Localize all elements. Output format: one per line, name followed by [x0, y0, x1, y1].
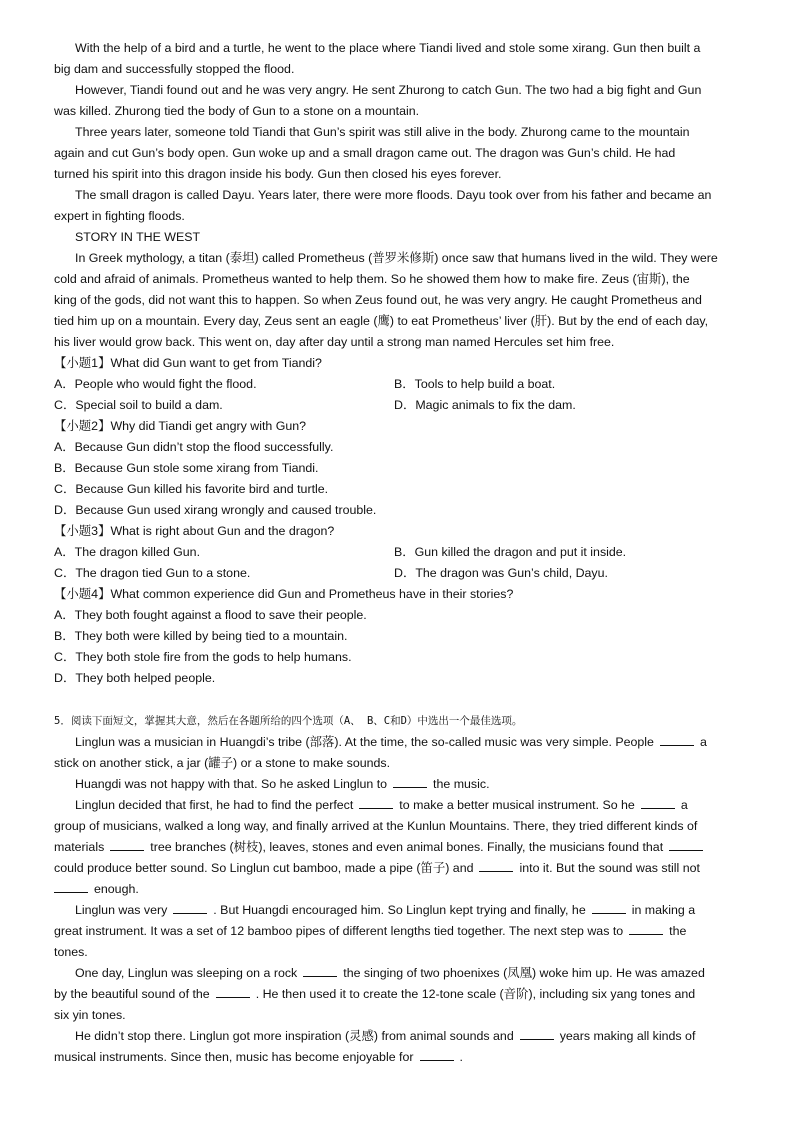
document-page — [54, 38, 744, 1068]
answer-blank[interactable] — [520, 1029, 554, 1040]
story-paragraph-line: With the help of a bird and a turtle, he went to the place where Tiandi lived and stole some xirang. Gun then built a — [75, 41, 701, 55]
answer-blank[interactable] — [359, 798, 393, 809]
story-paragraph-line: tied him up on a mountain. Every day, Zeus sent an eagle (鹰) to eat Prometheus’ liver (肝). But by the end of each day, — [54, 314, 709, 328]
cloze-text: could produce better sound. So Linglun cut bamboo, made a pipe (笛子) and — [54, 861, 474, 875]
section-title: STORY IN THE WEST — [75, 230, 201, 244]
cloze-text: Linglun was very — [75, 903, 168, 917]
answer-blank[interactable] — [629, 924, 663, 935]
story-paragraph-line: In Greek mythology, a titan (泰坦) called Prometheus (普罗米修斯) once saw that humans lived in the wild. They were — [75, 251, 718, 265]
cloze-text: . But Huangdi encouraged him. So Linglun kept trying and finally, he — [213, 903, 586, 917]
cloze-line — [54, 795, 744, 816]
cloze-text: Linglun decided that first, he had to find the perfect — [75, 798, 354, 812]
cloze-line — [54, 774, 744, 795]
cloze-text: a — [680, 798, 688, 812]
story-paragraph-line: was killed. Zhurong tied the body of Gun to a stone on a mountain. — [54, 104, 420, 118]
option-d: D．Because Gun used xirang wrongly and caused trouble. — [54, 503, 377, 517]
section-5-header: 5．阅读下面短文，掌握其大意，然后在各题所给的四个选项（A、 B、C和D）中选出一个最佳选项。 — [54, 715, 523, 727]
answer-blank[interactable] — [54, 882, 88, 893]
cloze-line — [54, 1026, 744, 1047]
option-a: A．People who would fight the flood. — [54, 377, 257, 391]
option-d: D．They both helped people. — [54, 671, 216, 685]
cloze-line: stick on another stick, a jar (罐子) or a stone to make sounds. — [54, 756, 391, 770]
cloze-text: the — [669, 924, 687, 938]
story-paragraph-line: turned his spirit into this dragon inside his body. Gun then closed his eyes forever. — [54, 167, 502, 181]
cloze-text: years making all kinds of — [559, 1029, 696, 1043]
option-c: C．They both stole fire from the gods to help humans. — [54, 650, 352, 664]
cloze-text: the singing of two phoenixes (凤凰) woke him up. He was amazed — [343, 966, 705, 980]
story-paragraph-line: The small dragon is called Dayu. Years later, there were more floods. Dayu took over from his father and became an — [75, 188, 712, 202]
answer-blank[interactable] — [303, 966, 337, 977]
question-stem: 【小题1】What did Gun want to get from Tiandi? — [54, 356, 322, 370]
story-paragraph-line: Three years later, someone told Tiandi that Gun’s spirit was still alive in the body. Zhurong came to the mountain — [75, 125, 690, 139]
cloze-text: . He then used it to create the 12-tone scale (音阶), including six yang tones and — [255, 987, 696, 1001]
option-row — [54, 563, 744, 584]
answer-blank[interactable] — [669, 840, 703, 851]
cloze-text: in making a — [631, 903, 696, 917]
cloze-text: by the beautiful sound of the — [54, 987, 210, 1001]
answer-blank[interactable] — [592, 903, 626, 914]
cloze-line — [54, 963, 744, 984]
cloze-line — [54, 1047, 744, 1068]
option-d: D．The dragon was Gun’s child, Dayu. — [394, 566, 608, 580]
cloze-line — [54, 837, 744, 858]
question-stem: 【小题3】What is right about Gun and the dragon? — [54, 524, 335, 538]
story-paragraph-line: again and cut Gun’s body open. Gun woke up and a small dragon came out. The dragon was Gun’s child. He had — [54, 146, 676, 160]
answer-blank[interactable] — [641, 798, 675, 809]
option-c: C．The dragon tied Gun to a stone. — [54, 566, 251, 580]
cloze-line — [54, 984, 744, 1005]
cloze-text: He didn’t stop there. Linglun got more inspiration (灵感) from animal sounds and — [75, 1029, 514, 1043]
story-paragraph-line: However, Tiandi found out and he was very angry. He sent Zhurong to catch Gun. The two had a big fight and Gun — [75, 83, 702, 97]
answer-blank[interactable] — [393, 777, 427, 788]
cloze-text: to make a better musical instrument. So he — [399, 798, 635, 812]
option-b: B．They both were killed by being tied to a mountain. — [54, 629, 348, 643]
answer-blank[interactable] — [660, 735, 694, 746]
answer-blank[interactable] — [110, 840, 144, 851]
cloze-line — [54, 858, 744, 879]
cloze-text: tree branches (树枝), leaves, stones and even animal bones. Finally, the musicians found that — [150, 840, 664, 854]
option-a: A．They both fought against a flood to save their people. — [54, 608, 367, 622]
cloze-text: great instrument. It was a set of 12 bamboo pipes of different lengths tied together. The next step was to — [54, 924, 624, 938]
story-paragraph-line: king of the gods, did not want this to happen. So when Zeus found out, he was very angry. He caught Prometheus and — [54, 293, 702, 307]
cloze-text: musical instruments. Since then, music has become enjoyable for — [54, 1050, 414, 1064]
story-paragraph-line: cold and afraid of animals. Prometheus wanted to help them. So he showed them how to make fire. Zeus (宙斯), the — [54, 272, 690, 286]
option-c: C．Because Gun killed his favorite bird and turtle. — [54, 482, 329, 496]
cloze-line — [54, 921, 744, 942]
answer-blank[interactable] — [420, 1050, 454, 1061]
option-row — [54, 374, 744, 395]
story-paragraph-line: expert in fighting floods. — [54, 209, 185, 223]
cloze-line — [54, 732, 744, 753]
cloze-line — [54, 879, 744, 900]
cloze-text: Huangdi was not happy with that. So he asked Linglun to — [75, 777, 388, 791]
cloze-text: materials — [54, 840, 105, 854]
spacer — [54, 689, 744, 711]
cloze-text: into it. But the sound was still not — [519, 861, 700, 875]
option-a: A．The dragon killed Gun. — [54, 545, 201, 559]
cloze-text: a — [699, 735, 707, 749]
cloze-line: six yin tones. — [54, 1008, 126, 1022]
option-b: B．Tools to help build a boat. — [394, 377, 556, 391]
question-stem: 【小题2】Why did Tiandi get angry with Gun? — [54, 419, 307, 433]
option-b: B．Because Gun stole some xirang from Tiandi. — [54, 461, 319, 475]
option-a: A．Because Gun didn’t stop the flood successfully. — [54, 440, 334, 454]
cloze-text: Linglun was a musician in Huangdi’s tribe (部落). At the time, the so-called music was very simple. People — [75, 735, 654, 749]
option-row — [54, 542, 744, 563]
answer-blank[interactable] — [216, 987, 250, 998]
option-b: B．Gun killed the dragon and put it inside. — [394, 545, 627, 559]
cloze-text: One day, Linglun was sleeping on a rock — [75, 966, 298, 980]
option-c: C．Special soil to build a dam. — [54, 398, 223, 412]
cloze-line — [54, 900, 744, 921]
answer-blank[interactable] — [479, 861, 513, 872]
cloze-text: enough. — [94, 882, 139, 896]
option-row — [54, 395, 744, 416]
cloze-line: group of musicians, walked a long way, and finally arrived at the Kunlun Mountains. There, they tried different kinds of — [54, 819, 698, 833]
question-stem: 【小题4】What common experience did Gun and Prometheus have in their stories? — [54, 587, 514, 601]
cloze-text: . — [459, 1050, 463, 1064]
cloze-line: tones. — [54, 945, 88, 959]
cloze-text: the music. — [433, 777, 490, 791]
answer-blank[interactable] — [173, 903, 207, 914]
option-d: D．Magic animals to fix the dam. — [394, 398, 576, 412]
story-paragraph-line: his liver would grow back. This went on, day after day until a strong man named Hercules set him free. — [54, 335, 615, 349]
story-paragraph-line: big dam and successfully stopped the flood. — [54, 62, 295, 76]
